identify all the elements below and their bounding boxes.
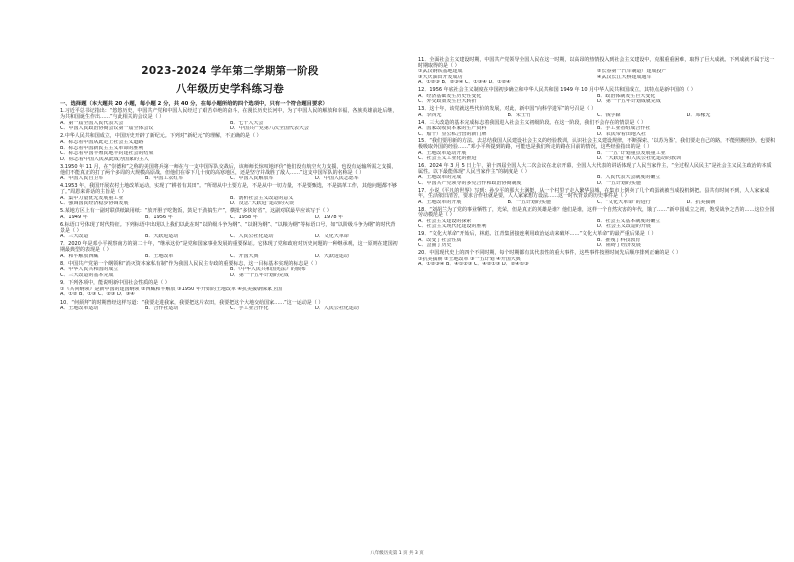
- question-stem: 13．这十年，该党就这些代价的发展，对此，新中国“向科学进军”的号召是（ ）: [418, 106, 597, 113]
- question-item: [60, 209, 400, 220]
- answer-option: B．1956 年: [145, 214, 173, 220]
- answer-option: D．1978 年: [315, 214, 344, 220]
- exam-title-subject: 八年级历史学科练习卷: [176, 82, 284, 95]
- answer-option: C．“文化大革命”的进行: [597, 199, 651, 205]
- answer-option: C．强调国民经济稳步协调发展: [60, 201, 129, 207]
- answer-option: C．中国人民解放军: [230, 176, 274, 182]
- answer-option: C．外交政策发生巨大转折: [418, 99, 477, 105]
- answer-option: B．大跃进运动: [145, 234, 179, 240]
- question-item: [60, 184, 400, 206]
- answer-option: B．一五计划的实施: [507, 199, 551, 205]
- answer-option: C．手工业合作化: [230, 306, 269, 312]
- option-list: [60, 140, 400, 162]
- answer-option: ①《共同纲领》是新中国的建国纲领 ②西藏和平解放 ③1950 年开始的土地改革 ④抗美援朝保家卫国: [60, 286, 283, 292]
- answer-option: A．中华人民共和国的成立: [60, 267, 119, 273]
- answer-option: D．中国人民志愿军: [315, 176, 359, 182]
- answer-option: A．标志着中国从此走上社会主义道路: [60, 139, 144, 145]
- option-list: [60, 176, 400, 182]
- question-item: [60, 281, 400, 298]
- answer-option: B．政治体制发生巨大变化: [597, 93, 656, 99]
- answer-option: C．1958 年: [230, 214, 258, 220]
- question-stem: 9．下列各项中，能说明新中国社会性质的是（ ）: [60, 280, 170, 287]
- answer-option: A．第一届全国人民代表大会: [60, 120, 124, 126]
- answer-option: D．第一个五年计划的完成: [230, 273, 289, 279]
- question-stem: 16．2024 年 3 月 5 日上午，第十四届全国人大二次会议在北京开幕，全国人大代表的讲话体现了人民当家作主，“全过程人民民主”是社会主义民主政治的本质属性。以下最能体现“人民当家作主”的制度是（ ）: [418, 163, 772, 175]
- option-list: [418, 94, 776, 105]
- question-item: [418, 107, 776, 118]
- answer-option: B．“一五”计划重点发展重工业: [597, 150, 666, 156]
- question-stem: 18．“刘胡兰为了党的事业牺牲了，光荣，但是真正的英雄是谁？他们是谁，这样一个自然灾害的年代，饿了……”新中国成立之初，饱受战争之苦的……这位全国劳动模范是（ ）: [418, 206, 775, 219]
- question-stem: 2.中华人民共和国成立，中国历史开辟了新纪元。下列对“新纪元”的理解，不正确的是（ ）: [60, 133, 262, 140]
- answer-option: C．社会主义现代化建设的胜利: [418, 224, 487, 230]
- answer-option: B．手工业者组成合作社: [597, 126, 651, 132]
- answer-option: D．农民带着田地入社: [597, 131, 646, 137]
- question-item: [60, 301, 400, 312]
- answer-option: B．人民代表大会制度的确立: [597, 175, 661, 181]
- answer-option: A．土地改革的完成: [418, 175, 462, 181]
- option-list: [418, 126, 776, 137]
- question-item: [418, 189, 776, 206]
- option-list: [60, 121, 400, 132]
- question-item: [60, 165, 400, 182]
- question-item: [418, 139, 776, 161]
- question-item: [418, 251, 776, 268]
- option-list: [418, 238, 776, 249]
- question-item: [60, 109, 400, 131]
- question-item: [418, 88, 776, 105]
- answer-option: ①武汉钢铁基地建成: [418, 69, 463, 75]
- question-stem: 12．1956 年底社会主义制度在中国初步确立和中华人民共和国 1949 年 10 月中华人民共和国成立，其特点是新中国的（ ）: [418, 87, 696, 94]
- answer-option: C．中国共产党领导的多党合作和政治协商制度: [418, 180, 522, 186]
- option-list: [60, 287, 400, 298]
- question-stem: 14．三大改造的基本完成标志着我国进入社会主义初级阶段。在这一阶段，我们不会存在的情景是（ ）: [418, 119, 646, 126]
- question-stem: 8．中国共产党第一个纲领和“消灭资本家私有制”作为我国人民民主专政的重要标志，这一目标基本实现的标志是（ ）: [60, 260, 320, 267]
- answer-option: ③大庆油田开发成功: [418, 74, 463, 80]
- left-column: [60, 0, 400, 562]
- option-list: [60, 306, 400, 312]
- answer-option: A．改变了社会性质: [418, 237, 462, 243]
- answer-option: A．1949 年: [60, 214, 88, 220]
- question-item: [60, 223, 400, 240]
- question-stem: 11．全面社会主义建设时期，中国共产党领导全国人民在这一时期，以高昂的热情投入到社会主义建设中，克服重重困难，取得了巨大成就。下列成就不属于这一时期取得的是（ ）: [418, 57, 775, 69]
- option-list: [60, 267, 400, 278]
- option-list: [60, 254, 400, 260]
- answer-option: ②长春第一汽车制造厂建成投产: [597, 69, 667, 75]
- answer-option: B．剖析社会主义改造的意义: [230, 195, 294, 201]
- answer-option: A．集中力量优先发展重工业: [60, 195, 124, 201]
- question-list-right: [418, 58, 776, 268]
- answer-option: C．标志着中国半殖民地半封建社会的结束: [60, 151, 154, 157]
- answer-option: D．社会主义改造的开展: [597, 224, 651, 230]
- answer-option: C．歪曲了历史: [418, 243, 452, 249]
- answer-option: B．社会主义基本制度的确立: [597, 218, 661, 224]
- question-stem: 17．小说《平凡的世界》写到：孙少平的那大土满挺，从一个村里子走入繁华县城，在集市上倒卖了几个鸡蛋就被当成投机倒把。县共有时间不到，人人家家成年，生活依旧清苦，要求合作社就是要，人人家家想方设法……这一时代背景的历史事件是（ ）: [418, 187, 770, 200]
- answer-option: A．国家改收资本家的生产资料: [418, 126, 487, 132]
- question-item: [418, 232, 776, 249]
- right-top-spacer: [418, 0, 776, 58]
- answer-option: B．《中华人民共和国宪法》的颁布: [230, 267, 306, 273]
- answer-option: C．钱学森: [597, 112, 621, 118]
- answer-option: B．推残了科技教育: [597, 237, 641, 243]
- question-stem: 4.1953 年，我国开展农村土地改革运动，实现了”耕者有其田“。“所谓从中土要方是，不是从中一切力量，不是要甄选，不是搞革工作，其他问题都不够了。”周恩来讲话的主旨是（ ）: [60, 183, 397, 195]
- question-item: [418, 58, 776, 86]
- question-stem: 3.1950 年 11 月，在“崇德和”之称的美国将兵第一师在与一支中国军队交战后，该师师长惊叹地评价“他们没有航空火力支援，也没有运输所需之支援，他们不能真正的打了两个多周的大规模高原战，但他们在零下几十度的高寒地区，还是坚守并战胜了敌人……”这支中国军队的名称是（ ）: [60, 163, 397, 176]
- answer-option: B．标志着中国新民主主义革命的胜利: [60, 145, 144, 151]
- question-stem: 1.习近平总书记指出：“悠悠历史，中国共产党和中国人民经过了艰苦卓绝的奋斗，在漫长历史长河中，为了中国人民的解放和幸福，各族英雄前赴后继，为共和国诞生作出……”与此相关的会议是（ ）: [60, 108, 398, 121]
- answer-option: A．社会主义建设的探索: [418, 218, 472, 224]
- answer-option: C．开国大典: [230, 253, 259, 259]
- answer-option: D．人民公社化运动: [315, 306, 359, 312]
- option-list: [418, 175, 776, 186]
- answer-option: D．第一个五年计划成就完成: [597, 99, 661, 105]
- question-item: [418, 208, 776, 230]
- option-list: [418, 69, 776, 86]
- answer-option: D．一五计划的实施: [597, 180, 641, 186]
- question-stem: 10．“何须拜”的时期曾经这样写道：“我要走进我家，我要把这片农田，我要把这个大地交给国家……”这一运动是（ ）: [60, 299, 324, 306]
- answer-option: B．合作社运动: [145, 306, 179, 312]
- option-list: [418, 113, 776, 119]
- question-stem: 7．2020 年是邓小平视察南方的第二十年，“继承这份”是党和国家事业发展的重要保证。它体现了党和政府对历史问题的一种继承观，这一原则在建国初期最典型的表现是（ ）: [60, 241, 398, 254]
- answer-option: D．中国共产党第八次全国代表大会: [230, 126, 309, 132]
- answer-option: D．反思“大跃进”运动的失误: [230, 201, 295, 207]
- question-item: [60, 262, 400, 279]
- question-stem: 15．“我们要用新的方法、去总结我国人民建设社会主义的经验教训，认识社会主义建设规律，不断探索、‘以苏为鉴’，我们要走自己的路，不能照搬照抄，也要积极吸取外国的经验……”邓小平所提到的路，可能也是我们所走的路在目前的情况，这些经验指出的是（ ）: [418, 138, 776, 151]
- option-list: [60, 215, 400, 221]
- answer-option: B．土地改革: [145, 253, 174, 259]
- option-list: [60, 234, 400, 240]
- question-item: [418, 121, 776, 138]
- exam-title-term: 2023-2024 学年第二学期第一阶段: [141, 65, 319, 77]
- option-list: [418, 219, 776, 230]
- answer-option: A．①②③④ B．④①②③ C．④②①③ D．②④①③: [418, 262, 529, 268]
- question-stem: 20．中国现代史上的四个不同时期，每个时期都有其代表性的重大事件，这些事件按照时间先后顺序排列正确的是（ ）: [418, 250, 681, 257]
- page-footer: 八年级历史第 1 页 共 3 页: [370, 551, 424, 556]
- question-item: [60, 134, 400, 162]
- answer-option: D．“大跃进”和人民公社化运动的教训: [597, 156, 682, 162]
- answer-option: D．文化大革命: [315, 234, 349, 240]
- right-column: [418, 0, 776, 562]
- question-item: [418, 164, 776, 186]
- answer-option: B．中国工农红军: [145, 176, 184, 182]
- section-heading-choice: 一、选择题（本大题共 20 小题，每小题 2 分，共 40 分，在每小题所给的四个选项中，只有一个符合题目要求）: [60, 100, 328, 107]
- answer-option: D．阻碍了经济发展: [597, 243, 641, 249]
- answer-option: C．人民公社化运动: [230, 234, 274, 240]
- question-list-left: [60, 109, 400, 311]
- question-stem: 5.某地方区上有一副对联供纸缺用纸：“放开胆子吃饱饭，鼓足干劲搞生产”，横批“多快好省”，这副对联最早应该写于（ ）: [60, 208, 332, 215]
- answer-option: ①抗美援朝 ②土地改革 ③一五计划 ④开国大典: [418, 256, 521, 262]
- option-list: [418, 151, 776, 162]
- answer-option: B．朱士竹: [507, 112, 531, 118]
- answer-option: D．邓稼先: [686, 112, 711, 118]
- question-stem: 19．“文化大革命”开始后，林彪、江青集团接连利用政治运动来破坏……“文化大革命”的最严重后果是（ ）: [418, 231, 657, 238]
- option-list: [418, 200, 776, 206]
- answer-option: A．①② B．①③ C．②③ D．③④: [60, 292, 135, 298]
- answer-option: D．标志着中国人民从此成为国家的主人: [60, 156, 149, 162]
- question-stem: 6.标语口号体现了时代特征。下列标语中出现以上我们以此在时“以阶级斗争为纲”、“以钢为纲”、“以粮为纲”等标语口号，如“以阶级斗争为纲”的时代背景是（ ）: [60, 222, 396, 234]
- answer-option: C．船千厂里公私合营的新门牌: [418, 131, 487, 137]
- answer-option: A．土地改革的开展: [418, 199, 462, 205]
- answer-option: A．土地改革运动: [60, 306, 99, 312]
- answer-option: C．社会主义工业化的推进: [418, 156, 477, 162]
- answer-option: A．和平解放西藏: [60, 253, 99, 259]
- answer-option: C．中国人民政治协商会议第一届全体会议: [60, 126, 154, 132]
- answer-option: ④武汉长江大桥建成通车: [597, 74, 652, 80]
- answer-option: B．七千人大会: [230, 120, 264, 126]
- option-list: [418, 257, 776, 268]
- answer-option: A．三大改造: [60, 234, 89, 240]
- answer-option: A．李四光: [418, 112, 442, 118]
- option-list: [60, 196, 400, 207]
- answer-option: A．①②③ B．②③④ C．①③④ D．①②④: [418, 80, 511, 86]
- answer-option: A．土地改革运动开展: [418, 150, 467, 156]
- question-item: [60, 242, 400, 259]
- answer-option: C．三大改造的基本完成: [60, 273, 114, 279]
- answer-option: D．抗美援朝: [686, 199, 716, 205]
- answer-option: A．经济基础发生历史性变化: [418, 93, 482, 99]
- answer-option: D．大跃进运动: [315, 253, 349, 259]
- answer-option: A．中国人民自卫军: [60, 176, 104, 182]
